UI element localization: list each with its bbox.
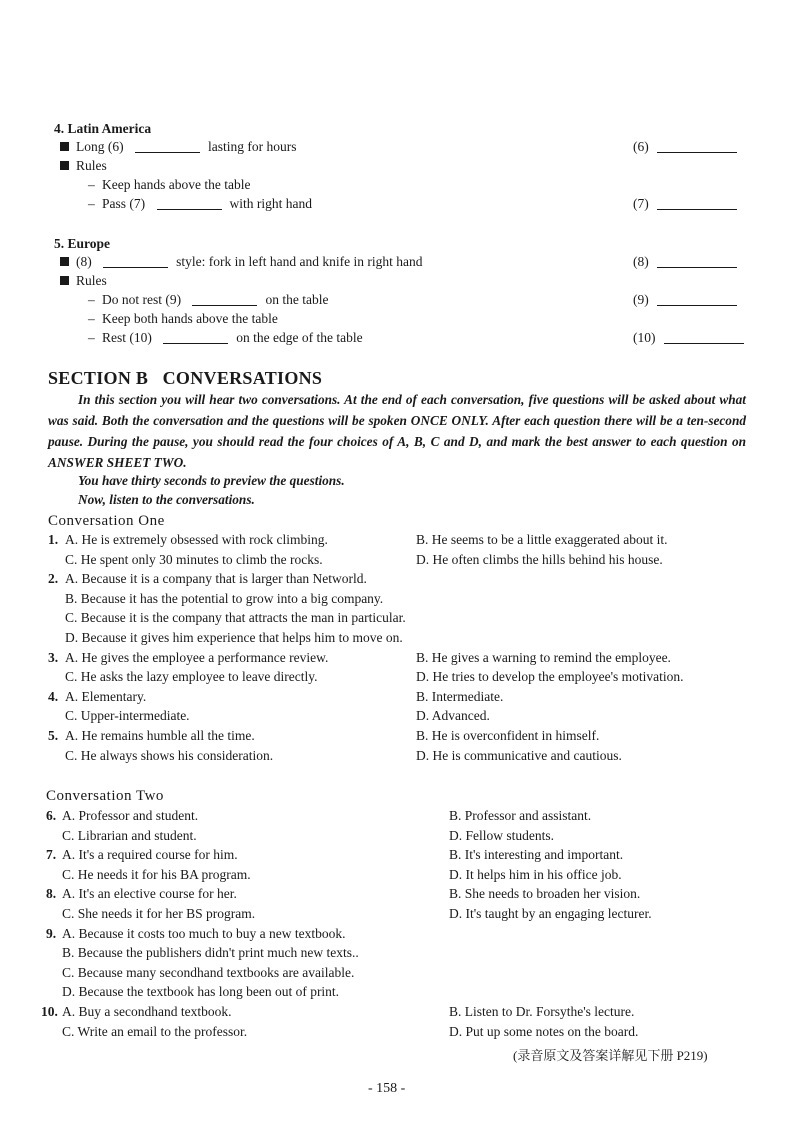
option-d[interactable]: D. Because it gives him experience that helps him to move on.: [65, 630, 403, 645]
answer-line[interactable]: [664, 331, 744, 344]
option-d[interactable]: D. He tries to develop the employee's motivation.: [416, 669, 684, 685]
option-c[interactable]: C. Because it is the company that attracts the man in particular.: [65, 610, 406, 626]
option-a[interactable]: A. He is extremely obsessed with rock climbing.: [65, 532, 328, 547]
listen-note: Now, listen to the conversations.: [78, 492, 255, 507]
preview-note: You have thirty seconds to preview the questions.: [78, 473, 345, 488]
answer-6: [633, 138, 737, 156]
latin-america-rules: [60, 157, 107, 175]
section-b-title: SECTION B CONVERSATIONS: [48, 368, 323, 388]
answer-10: [633, 329, 744, 347]
dash-bullet-icon: –: [88, 177, 95, 192]
rule-text: Keep hands above the table: [102, 177, 251, 192]
option-c[interactable]: C. He needs it for his BA program.: [62, 866, 251, 882]
question-number: 4.: [48, 688, 59, 704]
option-b[interactable]: B. He seems to be a little exaggerated about it.: [416, 532, 668, 547]
option-a[interactable]: A. It's an elective course for her.: [62, 886, 237, 902]
item-text: (8): [76, 254, 92, 269]
option-c[interactable]: C. Write an email to the professor.: [62, 1023, 248, 1039]
question-number: 7.: [46, 847, 57, 863]
rule-text: Do not rest (9): [102, 292, 182, 307]
rules-label: Rules: [76, 273, 107, 288]
item-text: Long (6): [76, 139, 124, 154]
option-c[interactable]: C. He spent only 30 minutes to climb the rocks.: [65, 551, 323, 567]
option-c[interactable]: C. He asks the lazy employee to leave directly.: [65, 669, 318, 685]
question-number: 9.: [46, 925, 57, 941]
answer-8: [633, 253, 737, 271]
answer-label: (6): [633, 139, 649, 154]
option-b[interactable]: B. Professor and assistant.: [449, 808, 592, 823]
europe-rules: [60, 272, 107, 290]
answer-label: (8): [633, 254, 649, 269]
answer-line[interactable]: [657, 140, 737, 153]
conversation-one-heading: Conversation One: [48, 513, 165, 529]
answer-line[interactable]: [657, 197, 737, 210]
rule-text: Rest (10): [102, 330, 152, 345]
latin-america-rule-2: [88, 195, 312, 213]
option-d[interactable]: D. He often climbs the hills behind his house.: [416, 551, 663, 567]
rule-text: Pass (7): [102, 196, 146, 211]
option-d[interactable]: D. Fellow students.: [449, 827, 555, 843]
square-bullet-icon: [60, 276, 69, 285]
latin-america-heading: 4. Latin America: [54, 121, 152, 136]
option-b[interactable]: B. Because the publishers didn't print much new texts..: [62, 945, 359, 961]
europe-heading: 5. Europe: [54, 236, 111, 251]
dash-bullet-icon: –: [88, 330, 95, 345]
option-d[interactable]: D. Advanced.: [416, 708, 490, 724]
blank-8[interactable]: [103, 255, 168, 268]
page-number: - 158 -: [368, 1081, 406, 1096]
question-number: 3.: [48, 649, 59, 665]
option-c[interactable]: C. Upper-intermediate.: [65, 708, 190, 724]
rule-text: Keep both hands above the table: [102, 311, 278, 326]
answer-label: (10): [633, 330, 656, 345]
option-b[interactable]: B. Listen to Dr. Forsythe's lecture.: [449, 1004, 635, 1019]
answer-9: [633, 291, 737, 309]
option-a[interactable]: A. He remains humble all the time.: [65, 728, 255, 743]
conversation-two-heading: Conversation Two: [46, 788, 164, 804]
rule-text: on the table: [265, 292, 329, 307]
option-a[interactable]: A. Buy a secondhand textbook.: [62, 1004, 232, 1019]
item-text: lasting for hours: [208, 139, 297, 154]
latin-america-item-1: [60, 138, 297, 156]
rule-text: with right hand: [229, 196, 312, 211]
dash-bullet-icon: –: [88, 311, 95, 326]
question-number: 10.: [41, 1004, 58, 1019]
answer-line[interactable]: [657, 255, 737, 268]
blank-6[interactable]: [135, 140, 200, 153]
square-bullet-icon: [60, 161, 69, 170]
option-b[interactable]: B. She needs to broaden her vision.: [449, 886, 641, 902]
option-d[interactable]: D. He is communicative and cautious.: [416, 747, 622, 763]
answer-reference-note: (录音原文及答案详解见下册 P219): [513, 1048, 708, 1063]
option-b[interactable]: B. Because it has the potential to grow into a big company.: [65, 590, 384, 606]
option-b[interactable]: B. Intermediate.: [416, 688, 504, 704]
option-b[interactable]: B. He is overconfident in himself.: [416, 728, 600, 743]
section-b-instructions: In this section you will hear two conversations. At the end of each conversation, five questions will be asked about what was said. Both the conversation and the questions will be spoken ONCE ONLY. After each question there will be a ten-second pause. During the pause, you should read the four choices of A, B, C and D, and mark the best answer to each question on ANSWER SHEET TWO.: [48, 392, 746, 470]
answer-label: (7): [633, 196, 649, 211]
rule-text: on the edge of the table: [236, 330, 363, 345]
question-number: 1.: [48, 532, 59, 547]
option-c[interactable]: C. Because many secondhand textbooks are available.: [62, 964, 355, 980]
option-d[interactable]: D. Put up some notes on the board.: [449, 1023, 639, 1039]
option-b[interactable]: B. It's interesting and important.: [449, 847, 624, 863]
option-a[interactable]: A. Professor and student.: [62, 808, 199, 823]
option-a[interactable]: A. Because it costs too much to buy a new textbook.: [62, 925, 346, 941]
europe-item-1: [60, 253, 422, 271]
option-d[interactable]: D. Because the textbook has long been out of print.: [62, 984, 340, 1000]
dash-bullet-icon: –: [88, 292, 95, 307]
question-number: 8.: [46, 886, 57, 902]
europe-rule-1: [88, 291, 328, 309]
square-bullet-icon: [60, 257, 69, 266]
latin-america-rule-1: [88, 176, 250, 194]
square-bullet-icon: [60, 142, 69, 151]
option-a[interactable]: A. He gives the employee a performance review.: [65, 649, 329, 665]
dash-bullet-icon: –: [88, 196, 95, 211]
rules-label: Rules: [76, 158, 107, 173]
option-a[interactable]: A. Elementary.: [65, 688, 147, 704]
answer-line[interactable]: [657, 293, 737, 306]
option-a[interactable]: A. Because it is a company that is larger than Networld.: [65, 571, 367, 587]
question-number: 2.: [48, 571, 59, 587]
question-number: 6.: [46, 808, 57, 823]
blank-10[interactable]: [163, 331, 228, 344]
option-c[interactable]: C. She needs it for her BS program.: [62, 906, 256, 921]
question-number: 5.: [48, 728, 59, 743]
option-d[interactable]: D. It helps him in his office job.: [449, 866, 622, 882]
europe-rule-3: [88, 329, 363, 347]
option-c[interactable]: C. He always shows his consideration.: [65, 747, 274, 763]
blank-9[interactable]: [192, 293, 257, 306]
option-c[interactable]: C. Librarian and student.: [62, 827, 197, 843]
item-text: style: fork in left hand and knife in right hand: [176, 254, 423, 269]
blank-7[interactable]: [157, 197, 222, 210]
option-d[interactable]: D. It's taught by an engaging lecturer.: [449, 906, 652, 921]
answer-7: [633, 195, 737, 213]
answer-label: (9): [633, 292, 649, 307]
option-b[interactable]: B. He gives a warning to remind the employee.: [416, 649, 671, 665]
europe-rule-2: [88, 310, 278, 328]
option-a[interactable]: A. It's a required course for him.: [62, 847, 238, 863]
